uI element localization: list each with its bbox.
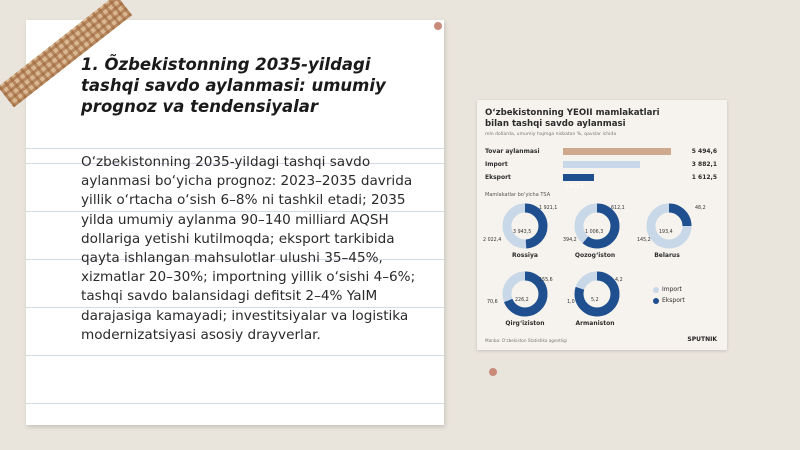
donut-right-value: 4,2 xyxy=(615,278,623,283)
infographic-image xyxy=(477,100,727,350)
donut-left-value: 145,2 xyxy=(637,238,651,243)
section-label: Mamlakatlar bo‘yicha TSA xyxy=(485,192,551,198)
donut-left-value: 70,6 xyxy=(487,300,498,305)
country-donuts xyxy=(477,100,727,350)
donut-center-value: 1 006,3 xyxy=(585,230,604,235)
bar-value: 3 882,1 xyxy=(691,161,717,168)
infographic-title: O‘zbekistonning YEOII mamlakatlari bilan tashqi savdo aylanmasi xyxy=(485,108,660,129)
country-label: Rossiya xyxy=(512,252,538,259)
donut-center-value: 3 943,5 xyxy=(513,230,532,235)
bar-value: 1 612,5 xyxy=(691,174,717,181)
donut-center-value: 226,2 xyxy=(515,298,529,303)
donut-right-value: 1 921,1 xyxy=(539,206,558,211)
country-label: Qirg‘iziston xyxy=(505,320,545,327)
bar-inner-value: 1 612,5 xyxy=(565,184,585,190)
donut-right-value: 612,1 xyxy=(611,206,625,211)
donut-center-value: 193,4 xyxy=(659,230,673,235)
donut-left-value: 2 022,4 xyxy=(483,238,502,243)
legend-label: Eksport xyxy=(662,297,685,304)
legend-import xyxy=(653,286,682,293)
sputnik-logo: SPUTNIK xyxy=(687,336,717,343)
infographic-subtitle: mln dollarda, umumiy hajmga nisbatan %, qavslar ichida xyxy=(485,132,617,137)
donut-center-value: 5,2 xyxy=(591,298,599,303)
donut-left-value: 1,0 xyxy=(567,300,575,305)
bar-value: 5 494,6 xyxy=(691,148,717,155)
country-label: Belarus xyxy=(654,252,680,259)
legend-swatch xyxy=(653,287,659,293)
donut-right-value: 155,6 xyxy=(539,278,553,283)
bar-label: Eksport xyxy=(485,174,511,181)
pin-decoration xyxy=(434,22,442,30)
infographic-source: Manba: O‘zbekiston Statistika agentligi xyxy=(485,338,567,343)
donut-right-value: 48,2 xyxy=(695,206,706,211)
bar-label: Tovar aylanmasi xyxy=(485,148,540,155)
country-label: Armaniston xyxy=(575,320,615,327)
legend-label: Import xyxy=(662,286,682,293)
pin-decoration xyxy=(489,368,497,376)
country-label: Qozog‘iston xyxy=(574,252,616,259)
slide-body-text: O‘zbekistonning 2035-yildagi tashqi savdo aylanmasi bo‘yicha prognoz: 2023–2035 davrida yillik o‘rtacha o‘sish 6–8% ni tashkil etadi; 2035 yilda umumiy aylanma 90–140 milliard AQSH dollariga yetishi kutilmoqda; eksport tarkibida qayta ishlangan mahsulotlar ulushi 35–45%, xizmatlar 20–30%; importning yillik o‘sishi 4–6%; tashqi savdo balansidagi defitsit 2–4% YaIM darajasiga kamayadi; investitsiyalar va logistika modernizatsiyasi asosiy drayverlar. xyxy=(81,154,416,343)
bar-label: Import xyxy=(485,161,508,168)
slide-title: 1. Õzbekistonning 2035-yildagi tashqi savdo aylanmasi: umumiy prognoz va tendensiyalar xyxy=(81,55,386,116)
donut-left-value: 394,2 xyxy=(563,238,577,243)
legend-swatch xyxy=(653,298,659,304)
legend-export xyxy=(653,297,685,304)
